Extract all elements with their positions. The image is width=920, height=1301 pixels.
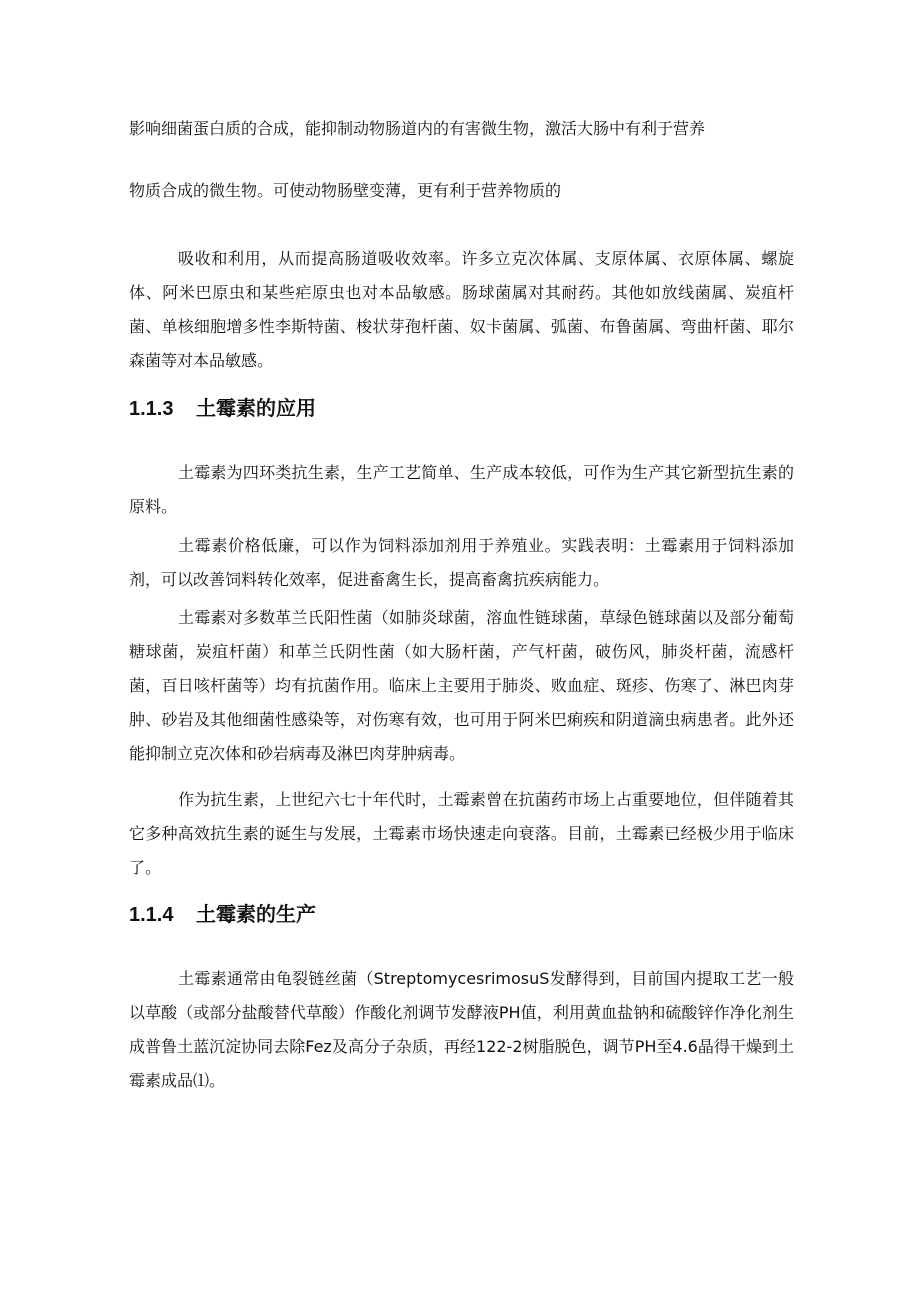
intro-line-2: 物质合成的微生物。可使动物肠壁变薄，更有利于营养物质的 xyxy=(129,181,562,200)
section-heading-1-1-3 xyxy=(129,392,316,421)
paragraph: 土霉素价格低廉，可以作为饲料添加剂用于养殖业。实践表明：土霉素用于饲料添加剂，可以改善饲料转化效率，促进畜禽生长，提高畜禽抗疾病能力。 xyxy=(129,536,794,589)
section-title: 土霉素的应用 xyxy=(196,398,316,420)
paragraph: 土霉素为四环类抗生素，生产工艺简单、生产成本较低，可作为生产其它新型抗生素的原料。 xyxy=(129,463,794,516)
paragraph: 作为抗生素，上世纪六七十年代时，土霉素曾在抗菌药市场上占重要地位，但伴随着其它多种高效抗生素的诞生与发展，土霉素市场快速走向衰落。目前，土霉素已经极少用于临床了。 xyxy=(129,790,794,877)
section-title: 土霉素的生产 xyxy=(196,904,316,926)
intro-paragraph: 吸收和利用，从而提高肠道吸收效率。许多立克次体属、支原体属、衣原体属、螺旋体、阿米巴原虫和某些疟原虫也对本品敏感。肠球菌属对其耐药。其他如放线菌属、炭疽杆菌、单核细胞增多性李斯特菌、梭状芽孢杆菌、奴卡菌属、弧菌、布鲁菌属、弯曲杆菌、耶尔森菌等对本品敏感。 xyxy=(129,249,794,370)
section-number: 1.1.3 xyxy=(129,398,174,420)
intro-line-1: 影响细菌蛋白质的合成，能抑制动物肠道内的有害微生物，激活大肠中有利于营养 xyxy=(129,119,706,138)
section-number: 1.1.4 xyxy=(129,904,174,926)
section-heading-1-1-4 xyxy=(129,898,316,927)
paragraph: 土霉素通常由龟裂链丝菌（StreptomycesrimosuS发酵得到，目前国内提取工艺一般以草酸（或部分盐酸替代草酸）作酸化剂调节发酵液PH值，利用黄血盐钠和硫酸锌作净化剂生成普鲁土蓝沉淀协同去除Fez及高分子杂质，再经122-2树脂脱色，调节PH至4.6晶得干燥到土霉素成品⑴。 xyxy=(129,969,794,1090)
paragraph: 土霉素对多数革兰氏阳性菌（如肺炎球菌，溶血性链球菌，草绿色链球菌以及部分葡萄糖球菌，炭疽杆菌）和革兰氏阴性菌（如大肠杆菌，产气杆菌，破伤风，肺炎杆菌，流感杆菌，百日咳杆菌等）均有抗菌作用。临床上主要用于肺炎、败血症、斑疹、伤寒了、淋巴肉芽肿、砂岩及其他细菌性感染等，对伤寒有效，也可用于阿米巴痢疾和阴道滴虫病患者。此外还能抑制立克次体和砂岩病毒及淋巴肉芽肿病毒。 xyxy=(129,608,794,763)
